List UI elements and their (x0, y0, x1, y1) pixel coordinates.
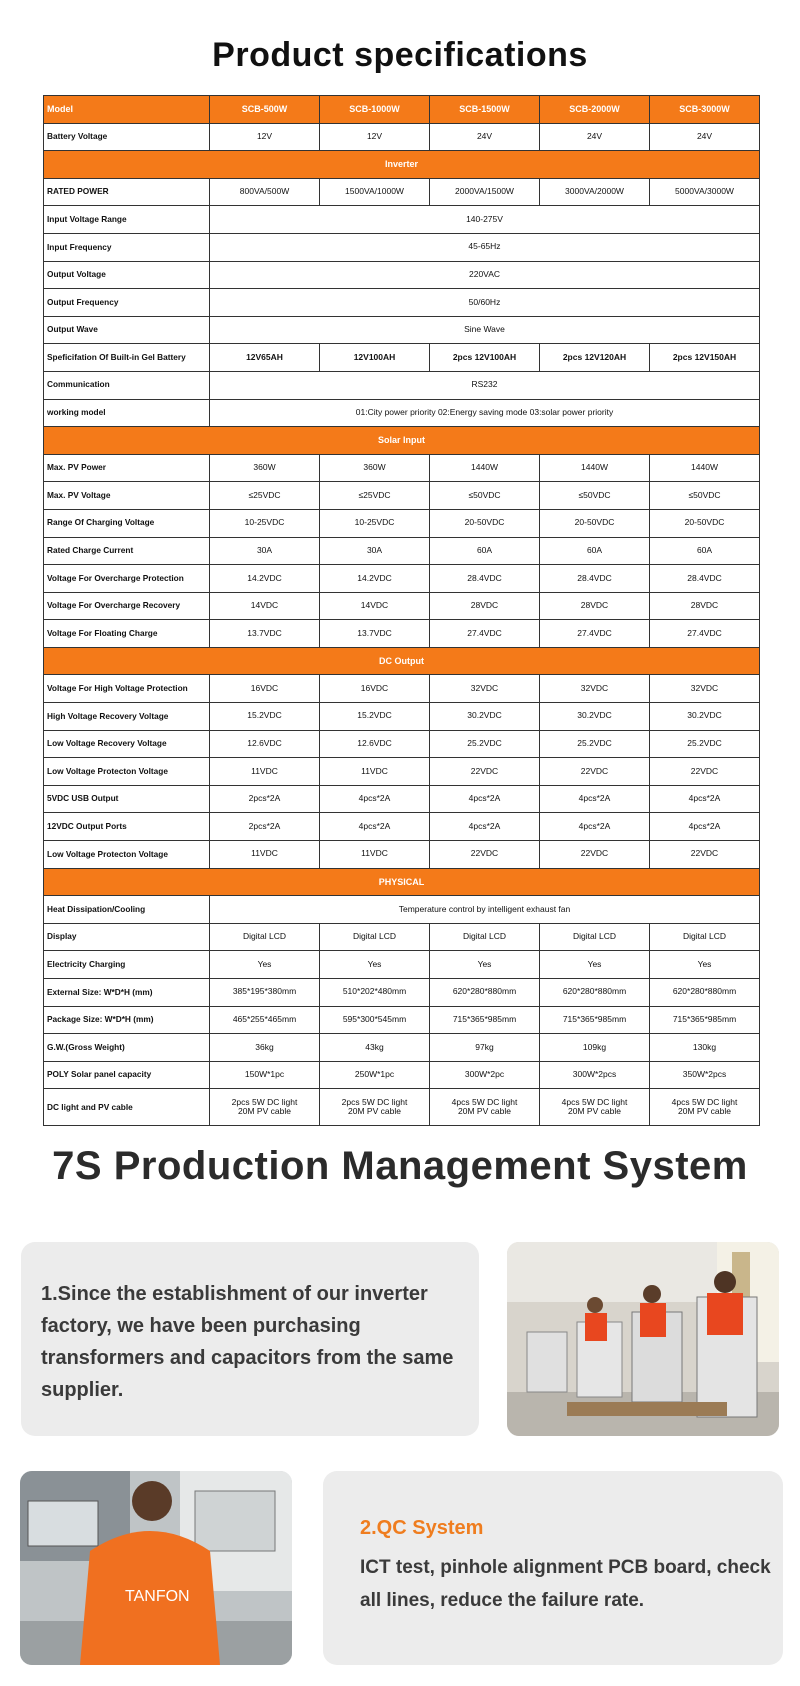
spec-label-cell: Package Size: W*D*H (mm) (44, 1006, 210, 1034)
spec-value-cell: Yes (650, 951, 760, 979)
spec-label-cell: Voltage For Overcharge Recovery (44, 592, 210, 620)
spec-label-cell: Voltage For Overcharge Protection (44, 565, 210, 593)
spec-value-cell: 12V (210, 123, 320, 151)
spec-value-cell: 800VA/500W (210, 178, 320, 206)
spec-value-cell: 620*280*880mm (540, 979, 650, 1007)
spec-value-cell: 2pcs 5W DC light 20M PV cable (210, 1089, 320, 1126)
spec-value-cell: ≤25VDC (320, 482, 430, 510)
spec-value-cell: 22VDC (650, 841, 760, 869)
section-title: 7S Production Management System (52, 1144, 748, 1188)
spec-value-cell: 20-50VDC (430, 509, 540, 537)
spec-value-cell: 14VDC (210, 592, 320, 620)
spec-value-cell: 1440W (650, 454, 760, 482)
spec-value-cell: 28.4VDC (540, 565, 650, 593)
spec-label-cell: High Voltage Recovery Voltage (44, 703, 210, 731)
spec-value-cell: 27.4VDC (650, 620, 760, 648)
spec-value-cell: 595*300*545mm (320, 1006, 430, 1034)
spec-row-rated-charge-current (44, 537, 760, 565)
spec-value-cell: 5000VA/3000W (650, 178, 760, 206)
spec-value-cell: Yes (540, 951, 650, 979)
spec-value-cell: 2pcs 12V150AH (650, 344, 760, 372)
spec-value-cell: 12.6VDC (210, 730, 320, 758)
spec-value-cell: 12V65AH (210, 344, 320, 372)
spec-label-cell: Communication (44, 371, 210, 399)
spec-value-cell: 2pcs 12V120AH (540, 344, 650, 372)
spec-label-cell: Battery Voltage (44, 123, 210, 151)
spec-value-cell: 465*255*465mm (210, 1006, 320, 1034)
spec-row-charging-range (44, 509, 760, 537)
spec-value-cell: 28.4VDC (430, 565, 540, 593)
spec-value-cell: 10-25VDC (320, 509, 430, 537)
spec-value-cell: 12.6VDC (320, 730, 430, 758)
spec-label-cell: Model (44, 96, 210, 124)
spec-row-cable (44, 1089, 760, 1126)
spec-value-cell: 30.2VDC (430, 703, 540, 731)
spec-row-sec-solar (44, 427, 760, 455)
spec-value-cell: 30.2VDC (650, 703, 760, 731)
spec-value-cell: 4pcs*2A (540, 813, 650, 841)
spec-row-rated-power (44, 178, 760, 206)
spec-value-cell: 16VDC (320, 675, 430, 703)
spec-label-cell: POLY Solar panel capacity (44, 1061, 210, 1089)
spec-value-cell: 2pcs 12V100AH (430, 344, 540, 372)
spec-value-cell: 4pcs*2A (430, 813, 540, 841)
spec-value-cell: 2pcs*2A (210, 785, 320, 813)
spec-row-gel-battery (44, 344, 760, 372)
spec-row-usb-output (44, 785, 760, 813)
spec-value-cell: 27.4VDC (430, 620, 540, 648)
spec-value-cell: ≤50VDC (430, 482, 540, 510)
spec-value-cell: 30.2VDC (540, 703, 650, 731)
spec-row-sec-inverter (44, 151, 760, 179)
spec-row-overcharge-protection (44, 565, 760, 593)
spec-value-cell: 32VDC (650, 675, 760, 703)
spec-row-output-wave (44, 316, 760, 344)
spec-value-cell: 4pcs 5W DC light 20M PV cable (540, 1089, 650, 1126)
spec-value-cell: RS232 (210, 371, 760, 399)
spec-value-cell: 20-50VDC (540, 509, 650, 537)
spec-value-cell: 2pcs*2A (210, 813, 320, 841)
spec-value-cell: 25.2VDC (430, 730, 540, 758)
spec-value-cell: 20-50VDC (650, 509, 760, 537)
spec-value-cell: 2000VA/1500W (430, 178, 540, 206)
spec-value-cell: 43kg (320, 1034, 430, 1062)
spec-row-heat (44, 896, 760, 924)
spec-value-cell: 150W*1pc (210, 1061, 320, 1089)
spec-label-cell: Electricity Charging (44, 951, 210, 979)
spec-label-cell: G.W.(Gross Weight) (44, 1034, 210, 1062)
spec-row-low-voltage-recovery (44, 730, 760, 758)
spec-value-cell: 28VDC (430, 592, 540, 620)
spec-value-cell: 30A (320, 537, 430, 565)
spec-value-cell: 250W*1pc (320, 1061, 430, 1089)
spec-row-sec-dc (44, 647, 760, 675)
spec-value-cell: SCB-1500W (430, 96, 540, 124)
spec-value-cell: 220VAC (210, 261, 760, 289)
spec-value-cell: 24V (650, 123, 760, 151)
spec-value-cell: 385*195*380mm (210, 979, 320, 1007)
spec-value-cell: SCB-3000W (650, 96, 760, 124)
spec-value-cell: Digital LCD (320, 923, 430, 951)
spec-value-cell: 360W (320, 454, 430, 482)
spec-value-cell: 14VDC (320, 592, 430, 620)
spec-value-cell: 22VDC (540, 841, 650, 869)
spec-value-cell: Digital LCD (430, 923, 540, 951)
spec-value-cell: SCB-500W (210, 96, 320, 124)
spec-row-low-voltage-protection (44, 758, 760, 786)
spec-label-cell: Input Voltage Range (44, 206, 210, 234)
spec-value-cell: 14.2VDC (320, 565, 430, 593)
spec-value-cell: 28VDC (540, 592, 650, 620)
spec-value-cell: 32VDC (540, 675, 650, 703)
spec-value-cell: 4pcs*2A (320, 785, 430, 813)
spec-value-cell: 4pcs*2A (650, 785, 760, 813)
spec-value-cell: 12V100AH (320, 344, 430, 372)
spec-value-cell: ≤50VDC (540, 482, 650, 510)
spec-value-cell: 13.7VDC (210, 620, 320, 648)
spec-value-cell: 45-65Hz (210, 233, 760, 261)
spec-label-cell: Max. PV Voltage (44, 482, 210, 510)
shirt-logo: TANFON (125, 1588, 190, 1605)
spec-value-cell: 4pcs*2A (320, 813, 430, 841)
spec-value-cell: 4pcs*2A (650, 813, 760, 841)
spec-value-cell: 11VDC (320, 758, 430, 786)
spec-value-cell: 24V (430, 123, 540, 151)
spec-table (43, 95, 760, 1126)
spec-value-cell: 97kg (430, 1034, 540, 1062)
spec-value-cell: 16VDC (210, 675, 320, 703)
spec-label-cell: Voltage For High Voltage Protection (44, 675, 210, 703)
spec-value-cell: 360W (210, 454, 320, 482)
spec-value-cell: 15.2VDC (210, 703, 320, 731)
spec-value-cell: 300W*2pc (430, 1061, 540, 1089)
spec-value-cell: 25.2VDC (650, 730, 760, 758)
spec-value-cell: 60A (430, 537, 540, 565)
spec-row-gross-weight (44, 1034, 760, 1062)
spec-value-cell: 27.4VDC (540, 620, 650, 648)
spec-value-cell: 50/60Hz (210, 289, 760, 317)
spec-value-cell: 4pcs 5W DC light 20M PV cable (430, 1089, 540, 1126)
spec-value-cell: 14.2VDC (210, 565, 320, 593)
spec-row-display (44, 923, 760, 951)
spec-value-cell: 2pcs 5W DC light 20M PV cable (320, 1089, 430, 1126)
spec-row-header (44, 96, 760, 124)
spec-label-cell: Max. PV Power (44, 454, 210, 482)
spec-label-cell: Range Of Charging Voltage (44, 509, 210, 537)
spec-value-cell: 4pcs*2A (430, 785, 540, 813)
spec-value-cell: Yes (210, 951, 320, 979)
spec-value-cell: 715*365*985mm (650, 1006, 760, 1034)
spec-value-cell: 620*280*880mm (430, 979, 540, 1007)
spec-value-cell: ≤25VDC (210, 482, 320, 510)
spec-label-cell: RATED POWER (44, 178, 210, 206)
spec-label-cell: Heat Dissipation/Cooling (44, 896, 210, 924)
spec-row-external-size (44, 979, 760, 1007)
factory-workers-image (507, 1242, 779, 1436)
spec-value-cell: 01:City power priority 02:Energy saving mode 03:solar power priority (210, 399, 760, 427)
spec-value-cell: 15.2VDC (320, 703, 430, 731)
spec-value-cell: Temperature control by intelligent exhaust fan (210, 896, 760, 924)
spec-value-cell: 620*280*880mm (650, 979, 760, 1007)
spec-row-floating-charge (44, 620, 760, 648)
section-header-cell: DC Output (44, 647, 760, 675)
spec-row-output-voltage (44, 261, 760, 289)
spec-row-max-pv-power (44, 454, 760, 482)
spec-row-solar-panel (44, 1061, 760, 1089)
spec-label-cell: working model (44, 399, 210, 427)
spec-value-cell: 28VDC (650, 592, 760, 620)
spec-label-cell: Input Frequency (44, 233, 210, 261)
page-title: Product specifications (212, 36, 588, 74)
spec-value-cell: 715*365*985mm (430, 1006, 540, 1034)
spec-label-cell: Output Voltage (44, 261, 210, 289)
spec-row-sec-physical (44, 868, 760, 896)
spec-value-cell: 1440W (540, 454, 650, 482)
spec-row-high-voltage-recovery (44, 703, 760, 731)
spec-label-cell: DC light and PV cable (44, 1089, 210, 1126)
spec-label-cell: Rated Charge Current (44, 537, 210, 565)
spec-value-cell: 109kg (540, 1034, 650, 1062)
spec-value-cell: 3000VA/2000W (540, 178, 650, 206)
spec-label-cell: Low Voltage Protecton Voltage (44, 841, 210, 869)
spec-label-cell: Output Frequency (44, 289, 210, 317)
spec-value-cell: 4pcs*2A (540, 785, 650, 813)
spec-value-cell: 24V (540, 123, 650, 151)
qc-photo (20, 1471, 292, 1665)
spec-value-cell: 10-25VDC (210, 509, 320, 537)
spec-label-cell: 5VDC USB Output (44, 785, 210, 813)
spec-label-cell: External Size: W*D*H (mm) (44, 979, 210, 1007)
spec-value-cell: Digital LCD (210, 923, 320, 951)
spec-label-cell: Low Voltage Recovery Voltage (44, 730, 210, 758)
spec-value-cell: 140-275V (210, 206, 760, 234)
info-card-supplier (21, 1242, 479, 1436)
spec-value-cell: 22VDC (650, 758, 760, 786)
spec-value-cell: 13.7VDC (320, 620, 430, 648)
spec-value-cell: 22VDC (430, 758, 540, 786)
spec-row-input-frequency (44, 233, 760, 261)
spec-value-cell: SCB-1000W (320, 96, 430, 124)
spec-value-cell: 36kg (210, 1034, 320, 1062)
spec-value-cell: 60A (650, 537, 760, 565)
spec-value-cell: 22VDC (430, 841, 540, 869)
info-card-qc (323, 1471, 783, 1665)
spec-label-cell: Display (44, 923, 210, 951)
spec-value-cell: SCB-2000W (540, 96, 650, 124)
spec-value-cell: 28.4VDC (650, 565, 760, 593)
spec-value-cell: Digital LCD (540, 923, 650, 951)
spec-value-cell: Yes (430, 951, 540, 979)
spec-label-cell: 12VDC Output Ports (44, 813, 210, 841)
spec-row-communication (44, 371, 760, 399)
spec-value-cell: 11VDC (210, 758, 320, 786)
spec-value-cell: 1500VA/1000W (320, 178, 430, 206)
card-text: 1.Since the establishment of our inverter factory, we have been purchasing transformers and capacitors from the same supplier. (41, 1283, 454, 1401)
spec-value-cell: 22VDC (540, 758, 650, 786)
spec-value-cell: 350W*2pcs (650, 1061, 760, 1089)
spec-label-cell: Voltage For Floating Charge (44, 620, 210, 648)
spec-value-cell: 510*202*480mm (320, 979, 430, 1007)
spec-row-dc-ports (44, 813, 760, 841)
spec-row-high-voltage-protection (44, 675, 760, 703)
spec-row-charging (44, 951, 760, 979)
spec-row-low-voltage-protection2 (44, 841, 760, 869)
spec-row-package-size (44, 1006, 760, 1034)
spec-value-cell: 11VDC (320, 841, 430, 869)
section-header-cell: Solar Input (44, 427, 760, 455)
spec-row-input-voltage-range (44, 206, 760, 234)
spec-value-cell: 300W*2pcs (540, 1061, 650, 1089)
qc-text: ICT test, pinhole alignment PCB board, check all lines, reduce the failure rate. (360, 1557, 771, 1611)
spec-value-cell: 60A (540, 537, 650, 565)
spec-label-cell: Output Wave (44, 316, 210, 344)
spec-value-cell: 130kg (650, 1034, 760, 1062)
spec-value-cell: 1440W (430, 454, 540, 482)
factory-photo (507, 1242, 779, 1436)
spec-label-cell: Speficifation Of Built-in Gel Battery (44, 344, 210, 372)
spec-value-cell: Sine Wave (210, 316, 760, 344)
spec-value-cell: 25.2VDC (540, 730, 650, 758)
qc-title: 2.QC System (360, 1517, 484, 1539)
spec-value-cell: 11VDC (210, 841, 320, 869)
spec-row-overcharge-recovery (44, 592, 760, 620)
spec-value-cell: 4pcs 5W DC light 20M PV cable (650, 1089, 760, 1126)
spec-row-output-frequency (44, 289, 760, 317)
spec-value-cell: ≤50VDC (650, 482, 760, 510)
spec-value-cell: 30A (210, 537, 320, 565)
section-header-cell: PHYSICAL (44, 868, 760, 896)
spec-row-battery-voltage (44, 123, 760, 151)
spec-value-cell: 32VDC (430, 675, 540, 703)
qc-worker-image (20, 1471, 292, 1665)
section-header-cell: Inverter (44, 151, 760, 179)
spec-row-working-model (44, 399, 760, 427)
spec-label-cell: Low Voltage Protecton Voltage (44, 758, 210, 786)
spec-value-cell: 715*365*985mm (540, 1006, 650, 1034)
spec-value-cell: Digital LCD (650, 923, 760, 951)
spec-value-cell: 12V (320, 123, 430, 151)
spec-row-max-pv-voltage (44, 482, 760, 510)
spec-value-cell: Yes (320, 951, 430, 979)
